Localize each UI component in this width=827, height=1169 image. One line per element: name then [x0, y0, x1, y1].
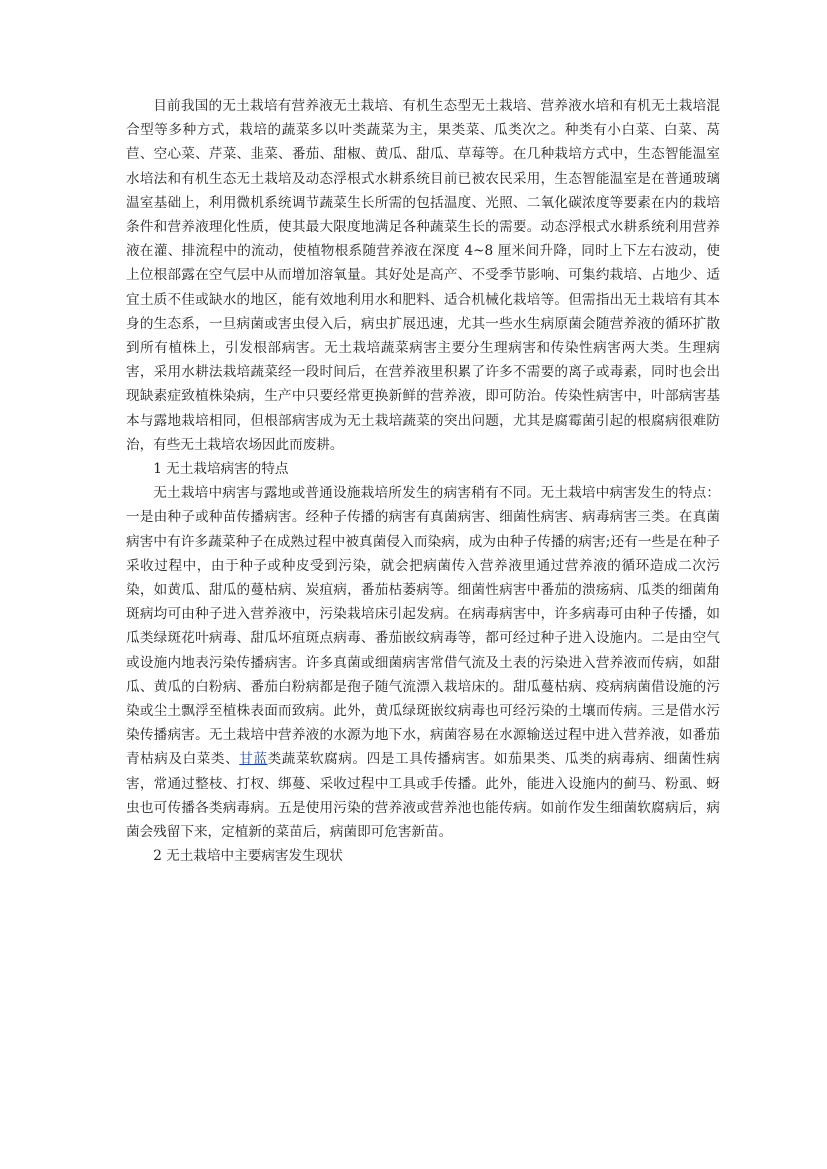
- section1-text-a: 无土栽培中病害与露地或普通设施栽培所发生的病害稍有不同。无土栽培中病害发生的特点：一是由种子或种苗传播病害。经种子传播的病害有真菌病害、细菌性病害、病毒病害三类。在真菌病害中有许多蔬菜种子在成熟过程中被真菌侵入而染病，成为由种子传播的病害;还有一些是在种子采收过程中，由于种子或种皮受到污染，就会把病菌传入营养液里通过营养液的循环造成二次污染，如黄瓜、甜瓜的蔓枯病、炭疽病，番茄枯萎病等。细菌性病害中番茄的溃疡病、瓜类的细菌角斑病均可由种子进入营养液中，污染栽培床引起发病。在病毒病害中，许多病毒可由种子传播，如瓜类绿斑花叶病毒、甜瓜坏疽斑点病毒、番茄嵌纹病毒等，都可经过种子进入设施内。二是由空气或设施内地表污染传播病害。许多真菌或细菌病害常借气流及土表的污染进入营养液而传病，如甜瓜、黄瓜的白粉病、番茄白粉病都是孢子随气流漂入栽培床的。甜瓜蔓枯病、疫病病菌借设施的污染或尘土飘浮至植株表面而致病。此外，黄瓜绿斑嵌纹病毒也可经污染的土壤而传病。三是借水污染传播病害。无土栽培中营养液的水源为地下水，病菌容易在水源输送过程中进入营养液，如番茄青枯病及白菜类、: [126, 485, 720, 768]
- document-page: [126, 94, 720, 869]
- section1-text-b: 类蔬菜软腐病。四是工具传播病害。如茄果类、瓜类的病毒病、细菌性病害，常通过整枝、打杈、绑蔓、采收过程中工具或手传播。此外，能进入设施内的蓟马、粉虱、蚜虫也可传播各类病毒病。五是使用污染的营养液或营养池也能传病。如前作发生细菌软腐病后，病菌会残留下来，定植新的菜苗后，病菌即可危害新苗。: [126, 751, 720, 841]
- section1-paragraph: [126, 481, 720, 844]
- section-heading-1: 1 无土栽培病害的特点: [153, 461, 289, 478]
- cabbage-link[interactable]: 甘蓝: [239, 751, 268, 768]
- section-heading-2: 2 无土栽培中主要病害发生现状: [153, 848, 343, 865]
- intro-paragraph: 目前我国的无土栽培有营养液无土栽培、有机生态型无土栽培、营养液水培和有机无土栽培混合型等多种方式，栽培的蔬菜多以叶类蔬菜为主，果类菜、瓜类次之。种类有小白菜、白菜、莴苣、空心菜、芹菜、韭菜、番茄、甜椒、黄瓜、甜瓜、草莓等。在几种栽培方式中，生态智能温室水培法和有机生态无土栽培及动态浮根式水耕系统目前已被农民采用，生态智能温室是在普通玻璃温室基础上，利用微机系统调节蔬菜生长所需的包括温度、光照、二氧化碳浓度等要素在内的栽培条件和营养液理化性质，使其最大限度地满足各种蔬菜生长的需要。动态浮根式水耕系统利用营养液在灌、排流程中的流动，使植物根系随营养液在深度 4~8 厘米间升降，同时上下左右波动，使上位根部露在空气层中从而增加溶氧量。其好处是高产、不受季节影响、可集约栽培、占地少、适宜土质不佳或缺水的地区，能有效地利用水和肥料、适合机械化栽培等。但需指出无土栽培有其本身的生态系，一旦病菌或害虫侵入后，病虫扩展迅速，尤其一些水生病原菌会随营养液的循环扩散到所有植株上，引发根部病害。无土栽培蔬菜病害主要分生理病害和传染性病害两大类。生理病害，采用水耕法栽培蔬菜经一段时间后，在营养液里积累了许多不需要的离子或毒素，同时也会出现缺素症致植株染病，生产中只要经常更换新鲜的营养液，即可防治。传染性病害中，叶部病害基本与露地栽培相同，但根部病害成为无土栽培蔬菜的突出问题，尤其是腐霉菌引起的根腐病很难防治，有些无土栽培农场因此而废耕。: [126, 98, 720, 453]
